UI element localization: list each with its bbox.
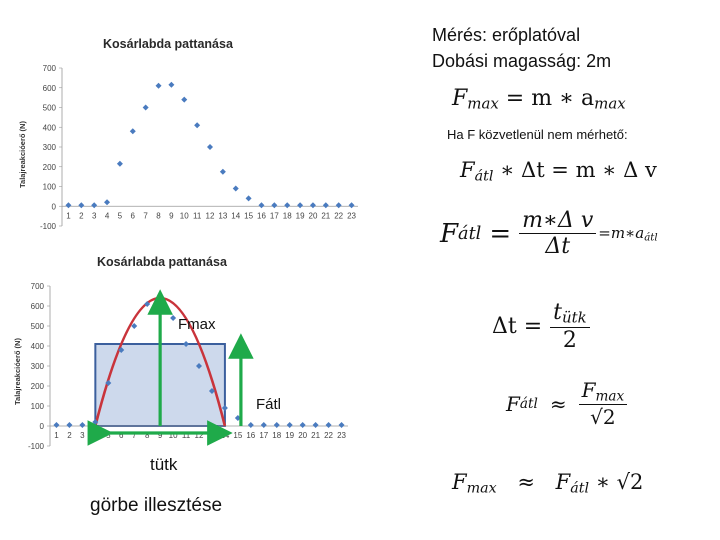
y-tick-label: 200 — [30, 382, 44, 391]
y-tick-label: 700 — [30, 282, 44, 291]
x-tick-label: 22 — [324, 431, 334, 440]
x-tick-label: 5 — [106, 431, 111, 440]
indirect-note: Ha F közvetlenül nem mérhető: — [447, 127, 628, 142]
chart2-ylabel: Talajreakcióerő (N) — [13, 338, 22, 405]
x-tick-label: 15 — [233, 431, 243, 440]
chart2-plot — [24, 278, 354, 456]
x-tick-label: 10 — [168, 431, 178, 440]
x-tick-label: 3 — [91, 211, 97, 221]
x-tick-label: 19 — [295, 211, 305, 221]
formula-fmax-approx: $F_{max} \approx F_{átl}$ ∗ √2 — [452, 470, 644, 497]
data-point — [313, 422, 319, 428]
data-point — [130, 128, 136, 134]
data-point — [168, 82, 174, 88]
y-tick-label: 100 — [42, 182, 56, 192]
x-tick-label: 4 — [93, 431, 98, 440]
data-point — [297, 202, 303, 208]
data-point — [207, 144, 213, 150]
x-tick-label: 13 — [207, 431, 217, 440]
fmax-label: Fmax — [178, 316, 216, 333]
data-point — [310, 202, 316, 208]
data-point — [79, 422, 85, 428]
x-tick-label: 12 — [194, 431, 204, 440]
x-tick-label: 14 — [231, 211, 241, 221]
y-tick-label: 200 — [42, 162, 56, 172]
data-point — [143, 105, 149, 111]
data-point — [349, 202, 355, 208]
x-tick-label: 21 — [311, 431, 321, 440]
data-point — [66, 422, 72, 428]
x-tick-label: 23 — [347, 211, 357, 221]
x-tick-label: 11 — [181, 431, 191, 440]
x-tick-label: 4 — [104, 211, 110, 221]
x-tick-label: 6 — [119, 431, 124, 440]
data-point — [246, 195, 252, 201]
drop-height-line: Dobási magasság: 2m — [432, 51, 612, 71]
x-tick-label: 17 — [269, 211, 279, 221]
data-point — [53, 422, 59, 428]
formula-fatl-approx: F átl ≈ $\frac{F_{max}}{√2}$ — [506, 378, 627, 429]
x-tick-label: 18 — [272, 431, 282, 440]
x-tick-label: 9 — [157, 431, 163, 440]
x-tick-label: 12 — [205, 211, 215, 221]
data-point — [248, 422, 254, 428]
data-point — [117, 161, 123, 167]
x-tick-label: 7 — [131, 431, 137, 440]
measurement-line: Mérés: erőplatóval — [432, 25, 581, 45]
x-tick-label: 21 — [321, 211, 331, 221]
data-point — [78, 202, 84, 208]
y-tick-label: 400 — [42, 123, 56, 133]
x-tick-label: 8 — [156, 211, 161, 221]
data-point — [323, 202, 329, 208]
x-tick-label: 23 — [337, 431, 346, 440]
formula-delta-t: Δt = $\frac{t_{ütk}}{2}$ — [492, 300, 590, 353]
data-point — [287, 422, 293, 428]
data-point — [91, 202, 97, 208]
x-tick-label: 20 — [298, 431, 308, 440]
data-point — [170, 315, 176, 321]
fatl-label: Fátl — [256, 396, 282, 413]
y-tick-label: 0 — [39, 422, 44, 431]
y-tick-label: 400 — [30, 342, 44, 351]
curve-fit-label: görbe illesztése — [90, 495, 223, 516]
data-point — [271, 202, 277, 208]
data-point — [300, 422, 306, 428]
y-tick-label: 300 — [42, 143, 56, 152]
y-tick-label: 500 — [30, 322, 44, 331]
data-point — [261, 422, 267, 428]
data-point — [274, 422, 280, 428]
tutk-label: tütk — [150, 455, 178, 474]
data-point — [194, 122, 200, 128]
data-point — [65, 202, 71, 208]
data-point — [284, 202, 290, 208]
x-tick-label: 2 — [79, 211, 84, 221]
x-tick-label: 15 — [244, 211, 254, 221]
y-tick-label: 100 — [30, 402, 44, 411]
y-tick-label: 600 — [42, 83, 56, 93]
measurement-note — [432, 22, 611, 74]
x-tick-label: 22 — [334, 211, 344, 221]
data-point — [258, 202, 264, 208]
data-point — [336, 202, 342, 208]
y-tick-label: 500 — [42, 103, 56, 113]
chart1-ylabel: Talajreakcióerő (N) — [18, 121, 27, 188]
x-tick-label: 2 — [67, 431, 72, 440]
x-tick-label: 3 — [80, 431, 85, 440]
chart2-title: Kosárlabda pattanása — [97, 255, 227, 269]
x-tick-label: 1 — [54, 431, 59, 440]
data-point — [233, 185, 239, 191]
x-tick-label: 20 — [308, 211, 318, 221]
y-tick-label: 600 — [30, 302, 44, 311]
x-tick-label: 6 — [130, 211, 136, 221]
formula-avg-force: F átl = $\frac{\text{m∗Δ v}}{\Delta t}$ $=m∗a_{átl}$ — [440, 208, 658, 259]
data-point — [220, 169, 226, 175]
x-tick-label: 16 — [246, 431, 256, 440]
x-tick-label: 10 — [179, 211, 189, 221]
x-tick-label: 16 — [257, 211, 266, 221]
data-point — [339, 422, 345, 428]
data-point — [326, 422, 332, 428]
data-point — [156, 83, 162, 89]
chart1-plot — [28, 58, 363, 238]
y-tick-label: 300 — [30, 362, 44, 371]
y-tick-label: -100 — [39, 222, 56, 231]
formula-impulse: $F_{átl}$ ∗ Δt = m ∗ Δ v — [460, 158, 657, 185]
x-tick-label: 8 — [144, 431, 150, 440]
x-tick-label: 1 — [66, 211, 71, 221]
x-tick-label: 17 — [259, 431, 269, 440]
x-tick-label: 9 — [169, 211, 174, 221]
chart1-title: Kosárlabda pattanása — [103, 37, 233, 51]
data-point — [181, 97, 187, 103]
y-tick-label: 0 — [51, 202, 56, 212]
x-tick-label: 5 — [117, 211, 123, 221]
x-tick-label: 11 — [192, 211, 202, 221]
y-tick-label: -100 — [27, 442, 44, 451]
y-tick-label: 700 — [42, 64, 56, 73]
x-tick-label: 13 — [218, 211, 228, 221]
formula-fmax: $F_{max} = m$ ∗ $a_{max}$ — [452, 86, 626, 113]
x-tick-label: 19 — [285, 431, 295, 440]
data-point — [104, 199, 110, 205]
x-tick-label: 14 — [220, 431, 230, 440]
x-tick-label: 7 — [143, 211, 148, 221]
x-tick-label: 18 — [282, 211, 292, 221]
